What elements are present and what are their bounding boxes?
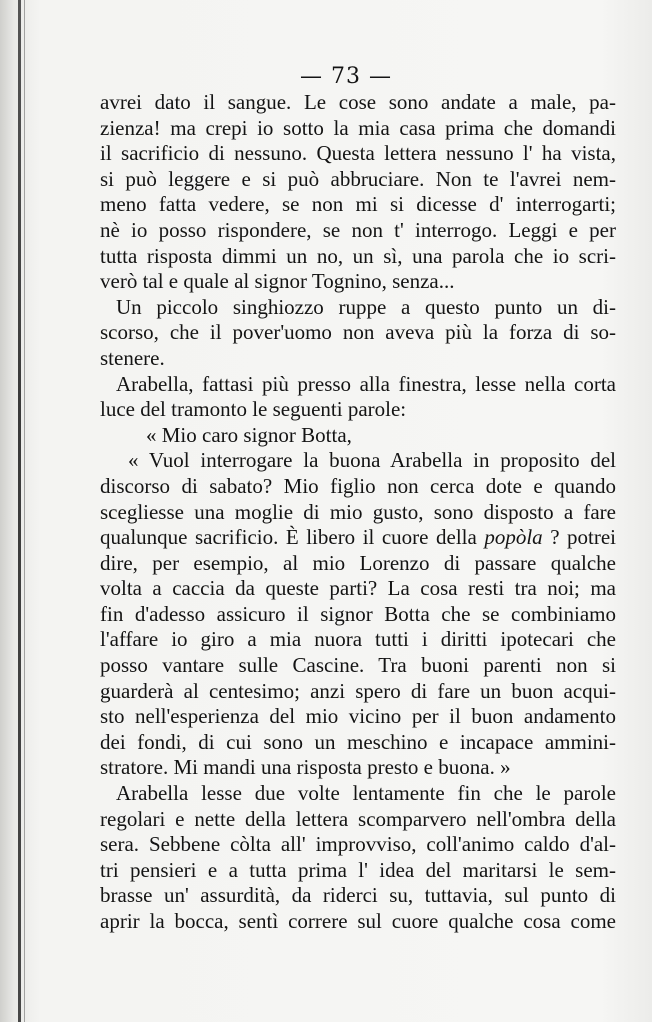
text-line: volta a caccia da queste parti? La cosa resti tra noi; ma [100,576,616,601]
text-line: luce del tramonto le seguenti parole: [100,397,407,422]
text-line: aprir la bocca, sentì correre sul cuore qualche cosa come [100,909,616,933]
text-line: tutta risposta dimmi un no, un sì, una parola che io scri- [100,243,616,268]
text-line: « Mio caro signor Botta, [146,422,352,447]
text-line: dire, per esempio, al mio Lorenzo di passare qualche [100,550,616,575]
text-line: avrei dato il sangue. Le cose sono andate a male, pa- [100,90,616,114]
page-number: — 73 — [300,64,392,89]
body-text [100,90,616,935]
text-line-part: qualunque sacrificio. È libero il cuore della [100,525,477,550]
text-line: Un piccolo singhiozzo ruppe a questo punto un di- [116,294,616,319]
text-line: posso vantare sulle Cascine. Tra buoni parenti non si [100,653,616,678]
text-line: regolari e nette della lettera scomparvero nell'ombra della [100,806,616,831]
page-spine-edge [24,0,25,1022]
text-line: tri pensieri e a tutta prima l' idea del maritarsi le sem- [100,857,616,882]
text-line: guarderà al centesimo; anzi spero di fare un buon acqui- [100,678,616,703]
text-line: fin d'adesso assicuro il signor Botta che se combiniamo [100,601,616,626]
text-line: brasse un' assurdità, da riderci su, tuttavia, sul punto di [100,883,616,908]
text-line: il sacrificio di nessuno. Questa lettera nessuno l' ha vista, [100,141,616,166]
text-line-part: ? potrei [542,525,617,550]
text-line: stratore. Mi mandi una risposta presto e buona. » [100,755,511,780]
text-line: Arabella, fattasi più presso alla finestra, lesse nella corta [116,371,616,396]
text-line: dei fondi, di cui sono un meschino e incapace ammini- [100,729,616,754]
text-line: meno fatta vedere, se non mi si dicesse d' interrogarti; [100,192,616,217]
text-line: scorso, che il pover'uomo non aveva più la forza di so- [100,320,616,345]
text-line: scegliesse una moglie di mio gusto, sono disposto a fare [100,499,616,524]
page-spine-shadow [18,0,21,1022]
italic-word: popòla [484,525,543,550]
text-line: stenere. [100,345,165,370]
text-line: zienza! ma crepi io sotto la mia casa prima che domandi [100,115,616,140]
text-line-with-italic [100,525,616,551]
text-line: sera. Sebbene còlta all' improvviso, coll'animo caldo d'al- [100,832,616,857]
text-line: discorso di sabato? Mio figlio non cerca dote e quando [100,473,616,498]
text-line: l'affare io giro a mia nuora tutti i diritti ipotecari che [100,627,616,652]
text-line: sto nell'esperienza del mio vicino per il buon andamento [100,704,616,729]
text-line: Arabella lesse due volte lentamente fin che le parole [116,781,616,806]
text-line: « Vuol interrogare la buona Arabella in proposito del [128,448,616,473]
text-line: verò tal e quale al signor Tognino, senza... [100,269,455,294]
text-line: nè io posso rispondere, se non t' interrogo. Leggi e per [100,217,616,242]
text-line: si può leggere e si può abbruciare. Non te l'avrei nem- [100,166,616,191]
